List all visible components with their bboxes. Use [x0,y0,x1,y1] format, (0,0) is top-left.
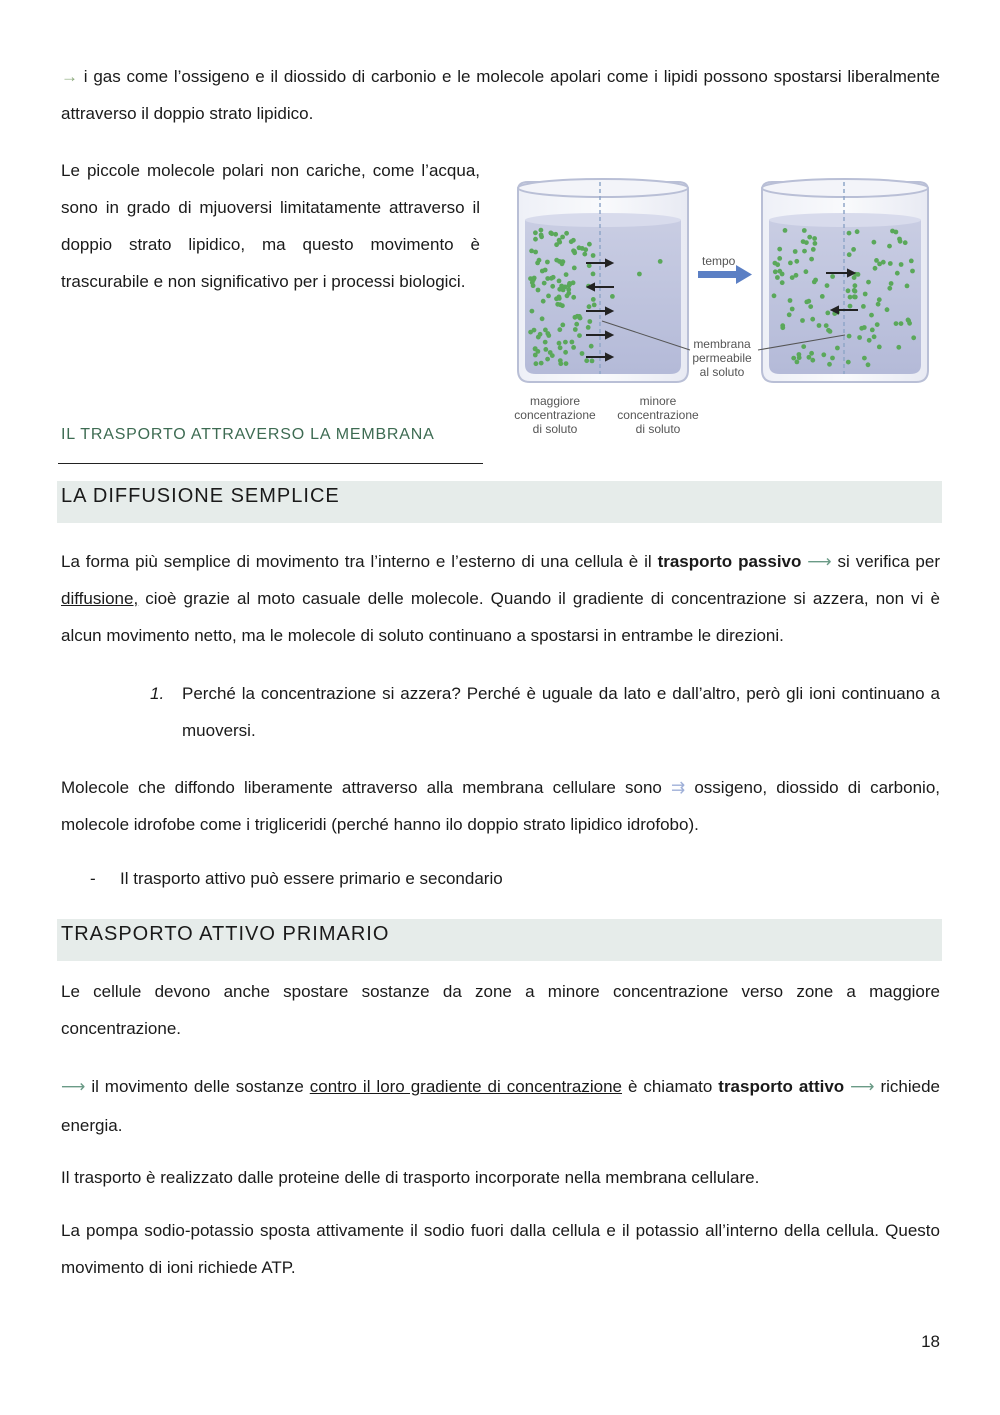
arrow-right-icon: → [61,67,78,86]
solute-molecule [780,280,785,285]
solute-molecule [772,293,777,298]
solute-molecule [808,304,813,309]
solute-molecule [550,284,555,289]
solute-molecule [828,329,833,334]
solute-molecule [561,288,566,293]
heading-band-diffusion [57,481,942,523]
solute-molecule [889,281,894,286]
bullet-item [90,860,503,897]
solute-molecule [885,307,890,312]
beaker-before [518,179,688,382]
heading-primary: TRASPORTO ATTIVO PRIMARIO [61,923,390,945]
solute-molecule [898,239,903,244]
solute-molecule [813,278,818,283]
solute-molecule [580,351,585,356]
solute-molecule [794,259,799,264]
solute-molecule [533,250,538,255]
solute-molecule [777,247,782,252]
section-divider [58,463,483,464]
solute-molecule [558,345,563,350]
solute-molecule [852,288,857,293]
solute-molecule [791,356,796,361]
solute-molecule [905,284,910,289]
solute-molecule [825,311,830,316]
double-arrow-icon: ⇉ [670,778,686,797]
solute-molecule [787,312,792,317]
solute-molecule [777,256,782,261]
solute-molecule [887,244,892,249]
solute-molecule [788,261,793,266]
membrane-label-2: permeabile [692,351,752,365]
solute-molecule [543,347,548,352]
solute-molecule [775,262,780,267]
primary-paragraph-1: Le cellule devono anche spostare sostanze da zone a minore concentrazione verso zone a maggiore concentrazione. [61,982,940,1038]
solute-molecule [869,313,874,318]
solute-molecule [546,294,551,299]
solute-molecule [896,345,901,350]
solute-molecule [780,272,785,277]
solute-molecule [795,360,800,365]
solute-molecule [848,295,853,300]
low-conc-label-2: concentrazione [617,408,699,422]
solute-molecule [773,269,778,274]
solute-molecule [894,321,899,326]
solute-molecule [563,350,568,355]
solute-molecule [560,323,565,328]
solute-molecule [812,236,817,241]
solute-molecule [564,231,569,236]
diffusion-paragraph-1: La forma più semplice di movimento tra l’interno e l’esterno di una cellula è il trasporto passivo ⟶ si verifica per diffusione, cioè grazie al moto casuale delle molecole. Quando il gradiente di concentrazione si azzera, non vi è alcun movimento netto, ma le molecole di soluto continuano a spostarsi in entrambe le direzioni. [61,552,940,645]
solute-molecule [572,250,577,255]
solute-molecule [545,260,550,265]
solute-molecule [591,272,596,277]
solute-molecule [658,259,663,264]
solute-molecule [813,241,818,246]
high-conc-label-1: maggiore [529,394,581,408]
bullet-text: Il trasporto attivo può essere primario e secondario [120,869,503,888]
solute-molecule [536,288,541,293]
high-conc-label-2: concentrazione [514,408,596,422]
solute-molecule [797,352,802,357]
solute-molecule [906,318,911,323]
solute-molecule [572,266,577,271]
solute-molecule [870,328,875,333]
solute-molecule [861,304,866,309]
solute-molecule [810,358,815,363]
solute-molecule [537,258,542,263]
solute-molecule [872,240,877,245]
solute-molecule [876,302,881,307]
solute-molecule [846,360,851,365]
solute-molecule [567,281,572,286]
solute-molecule [540,269,545,274]
intro-paragraph: → i gas come l’ossigeno e il diossido di carbonio e le molecole apolari come i lipidi possono spostarsi liberalmente attraverso il doppio strato lipidico. [61,67,940,123]
heading-diffusion: LA DIFFUSIONE SEMPLICE [61,485,340,507]
bullet-dash: - [90,869,96,888]
solute-molecule [637,272,642,277]
list-text: Perché la concentrazione si azzera? Perché è uguale da lato e dall’altro, però gli ioni continuano a muoversi. [182,684,940,740]
solute-molecule [780,323,785,328]
primary-paragraph-4: La pompa sodio-potassio sposta attivamente il sodio fuori dalla cellula e il potassio all’interno della cellula. Questo movimento di ioni richiede ATP. [61,1221,940,1277]
long-arrow-icon: ⟶ [61,1077,86,1096]
solute-molecule [911,335,916,340]
solute-molecule [532,328,537,333]
solute-molecule [847,252,852,257]
solute-molecule [794,273,799,278]
solute-molecule [557,279,562,284]
solute-molecule [830,356,835,361]
solute-molecule [577,333,582,338]
primary-paragraph-3: Il trasporto è realizzato dalle proteine delle di trasporto incorporate nella membrana cellulare. [61,1168,760,1187]
solute-molecule [554,296,559,301]
solute-molecule [574,322,579,327]
solute-molecule [580,246,585,251]
solute-molecule [824,323,829,328]
solute-molecule [592,303,597,308]
solute-molecule [558,361,563,366]
solute-molecule [587,263,592,268]
solute-molecule [903,240,908,245]
solute-molecule [591,253,596,258]
solute-molecule [558,302,563,307]
solute-molecule [809,351,814,356]
solute-molecule [873,266,878,271]
solute-molecule [554,242,559,247]
solute-molecule [540,316,545,321]
solute-molecule [807,235,812,240]
solute-molecule [895,271,900,276]
long-arrow-icon: ⟶ [807,552,832,571]
solute-molecule [610,294,615,299]
list-item [150,675,940,749]
solute-molecule [847,334,852,339]
solute-molecule [587,242,592,247]
list-number: 1. [150,684,165,703]
solute-molecule [533,230,538,235]
long-arrow-icon: ⟶ [850,1077,875,1096]
membrane-label-1: membrana [693,337,751,351]
solute-molecule [909,259,914,264]
solute-molecule [853,283,858,288]
beaker-after [762,179,928,382]
page-number: 18 [921,1332,940,1351]
solute-molecule [557,238,562,243]
solute-molecule [800,318,805,323]
solute-molecule [866,280,871,285]
solute-molecule [804,269,809,274]
solute-molecule [810,317,815,322]
solute-molecule [586,325,591,330]
solute-molecule [775,275,780,280]
solute-molecule [557,327,562,332]
solute-molecule [877,297,882,302]
solute-molecule [571,345,576,350]
solute-molecule [569,239,574,244]
solute-molecule [548,350,553,355]
solute-molecule [570,340,575,345]
heading-band-primary [57,919,942,961]
solute-molecule [877,345,882,350]
solute-molecule [587,319,592,324]
solute-molecule [783,228,788,233]
diffusion-figure [500,160,960,450]
solute-molecule [539,228,544,233]
solute-molecule [894,230,899,235]
solute-molecule [545,357,550,362]
polar-molecules-paragraph: Le piccole molecole polari non cariche, come l’acqua, sono in grado di mjuoversi limitatamente attraverso il doppio strato lipidico, ma questo movimento è trascurabile e non significativo per i processi biologici. [61,161,480,291]
solute-molecule [575,314,580,319]
solute-molecule [827,362,832,367]
primary-paragraph-2: ⟶ il movimento delle sostanze contro il loro gradiente di concentrazione è chiamato trasporto attivo ⟶ richiede energia. [61,1077,940,1135]
solute-molecule [811,247,816,252]
solute-molecule [820,294,825,299]
low-conc-label-1: minore [639,394,677,408]
membrane-label-3: al soluto [699,365,745,379]
solute-molecule [589,344,594,349]
solute-molecule [881,260,886,265]
solute-molecule [566,291,571,296]
solute-molecule [542,281,547,286]
solute-molecule [807,355,812,360]
solute-molecule [801,344,806,349]
solute-molecule [553,232,558,237]
solute-molecule [852,294,857,299]
solute-molecule [543,340,548,345]
solute-molecule [847,231,852,236]
solute-molecule [851,247,856,252]
solute-molecule [899,321,904,326]
solute-molecule [825,283,830,288]
solute-molecule [788,298,793,303]
solute-molecule [802,228,807,233]
solute-molecule [590,359,595,364]
solute-molecule [793,249,798,254]
solute-molecule [862,325,867,330]
solute-molecule [541,299,546,304]
solute-molecule [584,358,589,363]
solute-molecule [543,328,548,333]
solute-molecule [582,252,587,257]
low-conc-label-3: di soluto [635,422,681,436]
solute-molecule [862,356,867,361]
section-label: IL TRASPORTO ATTRAVERSO LA MEMBRANA [61,426,435,443]
solute-molecule [887,286,892,291]
solute-molecule [830,274,835,279]
solute-molecule [872,334,877,339]
solute-molecule [809,257,814,262]
solute-molecule [875,322,880,327]
solute-molecule [536,335,541,340]
solute-molecule [899,262,904,267]
solute-molecule [874,258,879,263]
time-label: tempo [702,254,736,268]
solute-molecule [530,309,535,314]
solute-molecule [591,297,596,302]
solute-molecule [539,233,544,238]
solute-molecule [804,300,809,305]
solute-molecule [573,327,578,332]
solute-molecule [563,340,568,345]
solute-molecule [817,323,822,328]
solute-molecule [539,361,544,366]
solute-molecule [855,229,860,234]
diffusion-paragraph-2: Molecole che diffondo liberamente attraverso alla membrana cellulare sono ⇉ ossigeno, diossido di carbonio, molecole idrofobe come i trigliceridi (perché hanno ilo doppio strato lipidico idrofobo). [61,778,941,834]
solute-molecule [536,349,541,354]
solute-molecule [848,304,853,309]
solute-molecule [857,335,862,340]
solute-molecule [530,280,535,285]
solute-molecule [866,362,871,367]
solute-molecule [910,269,915,274]
solute-molecule [534,361,539,366]
solute-molecule [545,276,550,281]
solute-molecule [790,307,795,312]
solute-molecule [571,295,576,300]
diffusion-illustration [500,160,960,450]
solute-molecule [863,292,868,297]
solute-molecule [835,346,840,351]
solute-molecule [533,237,538,242]
solute-molecule [804,240,809,245]
solute-molecule [587,304,592,309]
solute-molecule [846,288,851,293]
solute-molecule [888,261,893,266]
solute-molecule [564,361,569,366]
solute-molecule [557,341,562,346]
solute-molecule [867,338,872,343]
solute-molecule [564,272,569,277]
solute-molecule [802,249,807,254]
solute-molecule [560,261,565,266]
high-conc-label-3: di soluto [532,422,578,436]
solute-molecule [554,258,559,263]
solute-molecule [821,352,826,357]
